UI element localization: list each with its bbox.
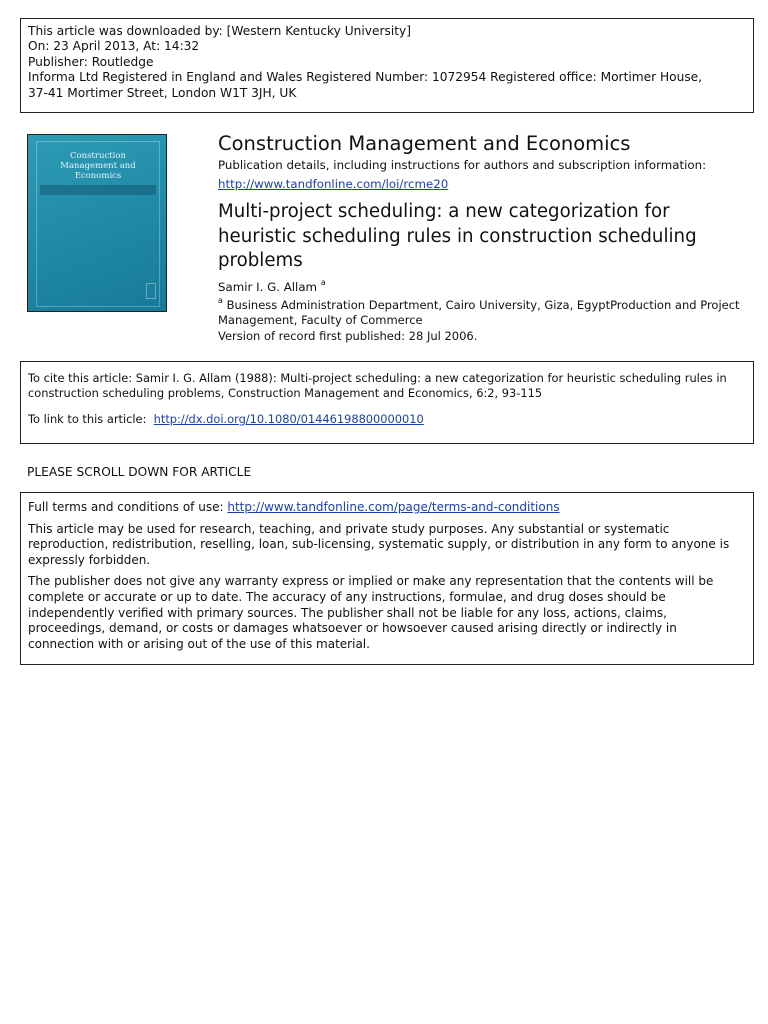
publication-details: Publication details, including instructions for authors and subscription information: — [218, 158, 707, 172]
terms-label: Full terms and conditions of use: — [28, 500, 224, 514]
author-name: Samir I. G. Allam — [218, 279, 318, 294]
article-title: Multi-project scheduling: a new categorization for heuristic scheduling rules in construction scheduling problems — [218, 201, 697, 271]
article-link-label: To link to this article: — [28, 412, 147, 426]
usage-paragraph: This article may be used for research, teaching, and private study purposes. Any substantial or systematic reproduction, redistribution, reselling, loan, sub-licensing, systematic supply, or distribution in any form to anyone is expressly forbidden. — [28, 521, 730, 567]
article-metadata — [218, 132, 748, 344]
download-line-source: This article was downloaded by: [Western Kentucky University] — [28, 24, 411, 38]
download-line-registration: Informa Ltd Registered in England and Wales Registered Number: 1072954 Registered office: Mortimer House, — [28, 70, 703, 85]
scroll-notice: PLEASE SCROLL DOWN FOR ARTICLE — [27, 465, 252, 479]
author-line — [218, 277, 748, 295]
journal-cover-image — [27, 134, 167, 312]
publisher-logo-icon — [146, 283, 156, 299]
journal-title: Construction Management and Economics — [218, 132, 631, 155]
affiliation-mark: a — [218, 295, 223, 305]
cover-band — [40, 185, 156, 195]
citation-box — [20, 361, 754, 444]
terms-link-row — [28, 500, 746, 516]
download-line-date: On: 23 April 2013, At: 14:32 — [28, 39, 200, 54]
terms-link[interactable]: http://www.tandfonline.com/page/terms-and-conditions — [227, 500, 560, 514]
journal-url-link[interactable]: http://www.tandfonline.com/loi/rcme20 — [218, 177, 449, 191]
download-line-publisher: Publisher: Routledge — [28, 54, 154, 69]
affiliation — [218, 295, 748, 329]
citation-text: To cite this article: Samir I. G. Allam (1988): Multi-project scheduling: a new categorization for heuristic scheduling rules in construction scheduling problems, Construction Management and Economics, 6:2, 93-115 — [28, 371, 727, 400]
version-of-record: Version of record first published: 28 Jul 2006. — [218, 328, 478, 343]
terms-box — [20, 492, 754, 665]
article-link-row — [28, 412, 746, 427]
cover-title: Construction Management and Economics — [60, 151, 136, 181]
affiliation-text: Business Administration Department, Cairo University, Giza, EgyptProduction and Project Management, Faculty of Commerce — [218, 297, 740, 327]
download-info-box — [20, 18, 754, 113]
author-affiliation-mark: a — [320, 277, 326, 287]
disclaimer-paragraph: The publisher does not give any warranty express or implied or make any representation that the contents will be complete or accurate or up to date. The accuracy of any instructions, formulae, and drug doses should be independently verified with primary sources. The publisher shall not be liable for any loss, actions, claims, proceedings, demand, or costs or damages whatsoever or howsoever caused arising directly or indirectly in connection with or arising out of the use of this material. — [28, 574, 714, 651]
doi-link[interactable]: http://dx.doi.org/10.1080/01446198800000010 — [153, 412, 424, 426]
download-line-address: 37-41 Mortimer Street, London W1T 3JH, UK — [28, 85, 297, 100]
